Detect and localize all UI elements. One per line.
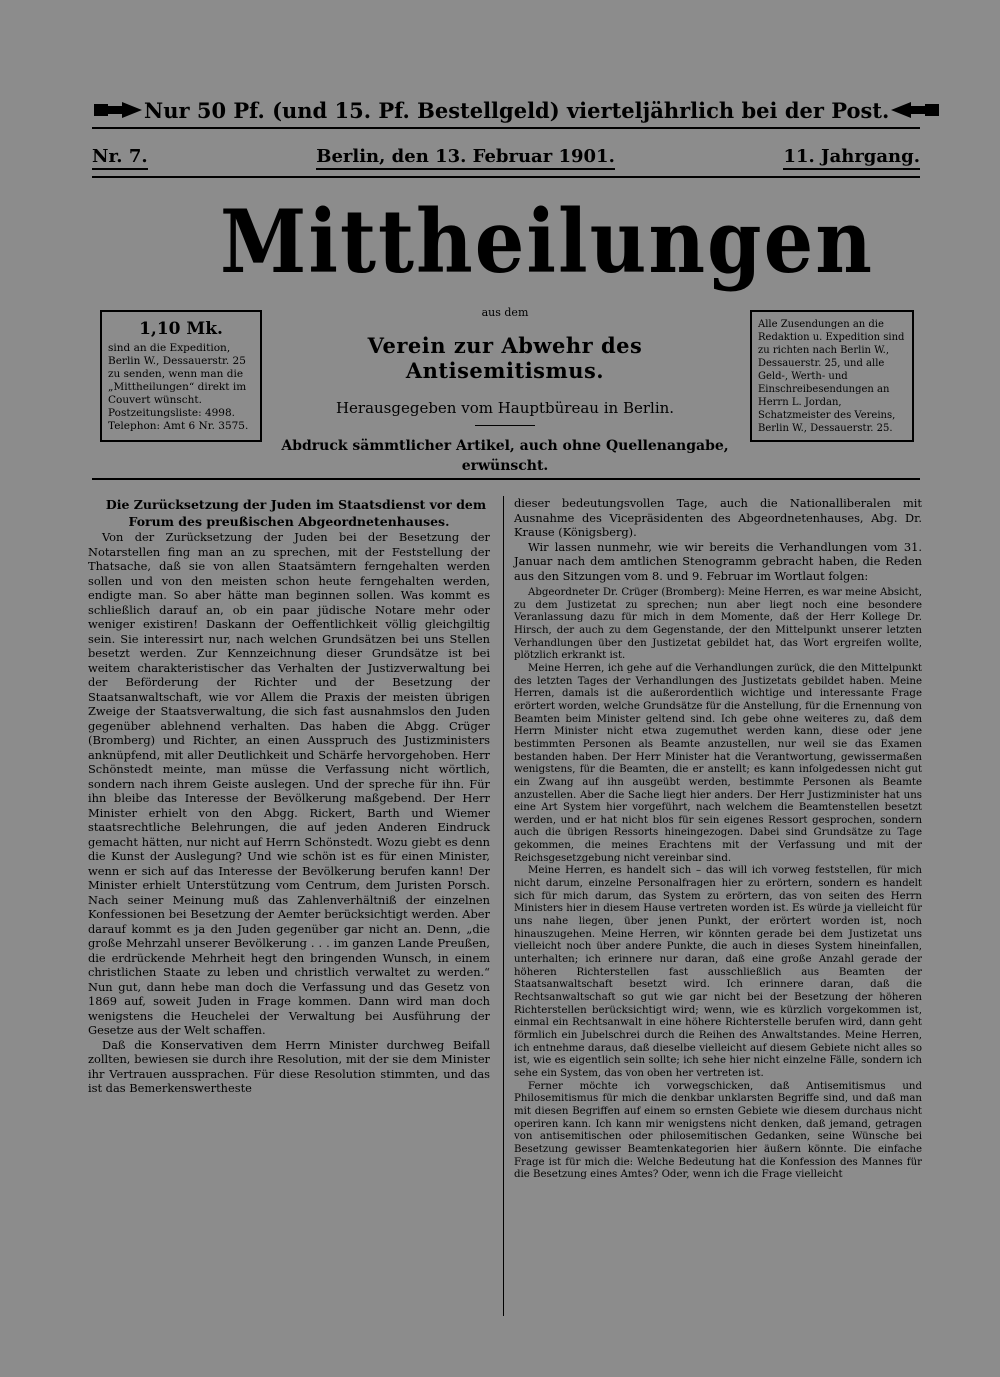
subscription-price: 1,10 Mk. xyxy=(139,319,223,339)
article-paragraph: dieser bedeutungsvollen Tage, auch die Nationalliberalen mit Ausnahme des Vicepräsidenten des Abgeordnetenhauses, Abg. Dr. Krause (Königsberg). xyxy=(514,496,922,539)
dateline-row xyxy=(92,143,920,173)
issue-number: Nr. 7. xyxy=(92,146,148,170)
reprint-note: Abdruck sämmtlicher Artikel, auch ohne Quellenangabe, erwünscht. xyxy=(281,438,729,474)
top-rule xyxy=(92,127,920,129)
article-column-right xyxy=(514,496,922,1182)
ornament-divider xyxy=(475,425,535,428)
speech-paragraph: Abgeordneter Dr. Crüger (Bromberg): Meine Herren, es war meine Absicht, zu dem Justizetat zu sprechen; nun aber liegt noch eine besondere Veranlassung dazu für mich in dem Momente, daß der Herr Kollege Dr. Hirsch, der auch zu dem Gegenstande, der den Mittelpunkt unserer letzten Verhandlungen über den Justizetat gebildet hat, das Wort ergreifen wollte, plötzlich erkrankt ist. xyxy=(514,587,922,662)
address-text: Alle Zusendungen an die Redaktion u. Expedition sind zu richten nach Berlin W., Dessauerstr. 25, und alle Geld-, Werth- und Einschreibesendungen an Herrn L. Jordan, Schatzmeister des Vereins, Berlin W., Dessauerstr. 25. xyxy=(758,319,905,434)
pointing-hand-right-icon xyxy=(92,100,144,120)
address-box xyxy=(750,310,914,442)
speech-paragraph: Ferner möchte ich vorwegschicken, daß Antisemitismus und Philosemitismus für mich die denkbar unklarsten Begriffe sind, und daß man mit diesen Begriffen auf einem so ernsten Gebiete wie diesem durchaus nicht operiren kann. Ich kann mir wenigstens nicht denken, daß jemand, getragen von antisemitischen oder philosemitischen Gedanken, seine Wünsche bei Besetzung gewisser Beamtenkategorien hier äußern könnte. Die einfache Frage ist für mich die: Welche Bedeutung hat die Konfession des Mannes für die Besetzung eines Amtes? Oder, wenn ich die Frage vielleicht xyxy=(514,1080,922,1181)
article-paragraph: Daß die Konservativen dem Herrn Minister durchweg Beifall zollten, bewiesen sie durch ihre Resolution, mit der sie dem Minister ihr Vertrauen aussprachen. Für diese Resolution stimmten, und das ist das Bemerkenswertheste xyxy=(88,1037,490,1095)
article-headline: Die Zurücksetzung der Juden im Staatsdienst vor dem Forum des preußischen Abgeordnetenhauses. xyxy=(105,497,487,529)
speech-paragraph: Meine Herren, ich gehe auf die Verhandlungen zurück, die den Mittelpunkt des letzten Tages der Verhandlungen des Justizetats gebildet haben. Meine Herren, damals ist die außerordentlich wichtige und interessante Frage erörtert worden, welche Grundsätze für die Anstellung, für die Ernennung von Beamten beim Minister geltend sind. Ich gebe ohne weiteres zu, daß dem Herrn Minister nicht etwa zugemuthet werden kann, diese oder jene bestimmten Personen als Beamte anzustellen, nur weil sie das Examen bestanden haben. Der Herr Minister hat die Verantwortung, gewissermaßen wenigstens, für die Beamten, die er anstellt; es kann infolgedessen nicht gut ein Zwang auf ihn ausgeübt werden, bestimmte Personen als Beamte anzustellen. Aber die Sache liegt hier anders. Der Herr Justizminister hat uns eine Art System hier vorgeführt, nach welchem die Beamtenstellen besetzt werden, und er hat nicht blos für sein eigenes Ressort gesprochen, sondern auch die übrigen Ressorts hineingezogen. Dabei sind Grundsätze zu Tage gekommen, die meines Erachtens mit der Verfassung und mit der Reichsgesetzgebung nicht vereinbar sind. xyxy=(514,662,922,864)
article-column-left xyxy=(88,496,490,1096)
issue-date: Berlin, den 13. Februar 1901. xyxy=(316,146,615,170)
top-banner xyxy=(92,93,920,127)
subscription-box xyxy=(100,310,262,442)
masthead-sub: aus dem xyxy=(481,306,529,319)
subscription-text: sind an die Expedition, Berlin W., Dessauerstr. 25 zu senden, wenn man die „Mittheilungen“ direkt im Couvert wünscht. xyxy=(108,342,247,406)
editor-line: Herausgegeben vom Hauptbüreau in Berlin. xyxy=(335,399,675,417)
column-divider xyxy=(503,496,504,1316)
postal-list-number: Postzeitungsliste: 4998. xyxy=(108,407,235,419)
telephone-number: Telephon: Amt 6 Nr. 3575. xyxy=(108,420,249,432)
volume-year: 11. Jahrgang. xyxy=(783,146,920,170)
masthead-center xyxy=(280,300,730,476)
society-name: Verein zur Abwehr des Antisemitismus. xyxy=(367,333,643,383)
speech-paragraph: Meine Herren, es handelt sich – das will ich vorweg feststellen, für mich nicht darum, einzelne Personalfragen hier zu erörtern, sondern es handelt sich für mich darum, das System zu erörtern, das von seiten des Herrn Ministers hier in diesem Hause vertreten worden ist. Es würde ja vielleicht für uns nahe liegen, über jenen Punkt, der erörtert worden ist, noch hinauszugehen. Meine Herren, wir könnten gerade bei dem Justizetat uns vielleicht noch über andere Punkte, die auch in dieses System hineinfallen, unterhalten; ich erinnere nur daran, daß eine große Anzahl gerade der höheren Richterstellen fast ausschließlich aus Beamten der Staatsanwaltschaft besetzt wird. Ich erinnere daran, daß die Rechtsanwaltschaft so gut wie gar nicht bei der Besetzung der höheren Richterstellen berücksichtigt wird; wenn, wie es kürzlich vorgekommen ist, einmal ein Rechtsanwalt in eine höhere Richterstelle berufen wird, dann geht förmlich ein Jubelschrei durch die Reihen des Anwaltstandes. Meine Herren, ich entnehme daraus, daß dieselbe vielleicht auf diesem Gebiete nicht alles so ist, wie es eigentlich sein sollte; ich sehe hier nicht einzelne Fälle, sondern ich sehe ein System, das von oben her vertreten ist. xyxy=(514,865,922,1079)
masthead-bottom-rule xyxy=(92,478,920,480)
article-paragraph: Von der Zurücksetzung der Juden bei der Besetzung der Notarstellen fing man an zu sprechen, mit der Feststellung der Thatsache, daß sie von allen Staatsämtern ferngehalten werden sollen und von den meisten schon heute ferngehalten werden, endigte man. So aber hätte man beginnen sollen. Was kommt es schließlich darauf an, ob ein paar jüdische Notare mehr oder weniger existiren! Daskann der Oeffentlichkeit völlig gleichgiltig sein. Sie interessirt nur, nach welchen Grundsätzen bei uns Stellen besetzt werden. Zur Kennzeichnung dieser Grundsätze ist bei weitem charakteristischer das Verhalten der Justizverwaltung bei der Beförderung der Richter und der Besetzung der Staatsanwaltschaft, wie vor Allem die Praxis der meisten übrigen Zweige der Staatsverwaltung, die sich fast ausnahmslos den Juden gegenüber ablehnend verhalten. Das haben die Abgg. Crüger (Bromberg) und Richter, an einen Ausspruch des Justizministers anknüpfend, mit aller Deutlichkeit und Schärfe hervorgehoben. Herr Schönstedt meinte, man müsse die Verfassung nicht wörtlich, sondern nach ihrem Geiste auslegen. Und der spreche für ihn. Für ihn bleibe das Interesse der Bevölkerung maßgebend. Der Herr Minister erhielt von den Abgg. Rickert, Barth und Wiemer staatsrechtliche Belehrungen, die auf jeden Anderen Eindruck gemacht hätten, nur nicht auf Herrn Schönstedt. Wozu giebt es denn die Kunst der Auslegung? Und wie schön ist es für einen Minister, wenn er sich auf das Interesse der Bevölkerung berufen kann! Der Minister erhielt Unterstützung vom Centrum, dem Juristen Porsch. Nach seiner Meinung muß das Zahlenverhältniß der einzelnen Konfessionen bei Besetzung der Aemter berücksichtigt werden. Aber darauf kommt es ja den Juden gegenüber gar nicht an. Denn, „die große Mehrzahl unserer Bevölkerung . . . im ganzen Lande Preußen, die erdrückende Mehrheit hegt den bringenden Wunsch, in einem christlichen Staate zu leben und christlich verwaltet zu werden.“ Nun gut, dann hebe man doch die Verfassung und das Gesetz von 1869 auf, soweit Juden in Frage kommen. Dann wird man doch wenigstens die Heuchelei der Verwaltung bei Ausführung der Gesetze aus der Welt schaffen. xyxy=(88,530,490,1037)
masthead-title: Mittheilungen xyxy=(220,191,874,294)
header-rule xyxy=(92,176,920,178)
pointing-hand-left-icon xyxy=(889,100,941,120)
article-paragraph: Wir lassen nunmehr, wie wir bereits die Verhandlungen vom 31. Januar nach dem amtlichen Stenogramm gebracht haben, die Reden aus den Sitzungen vom 8. und 9. Februar im Wortlaut folgen: xyxy=(514,539,922,583)
top-banner-text: Nur 50 Pf. (und 15. Pf. Bestellgeld) vierteljährlich bei der Post. xyxy=(144,97,890,123)
